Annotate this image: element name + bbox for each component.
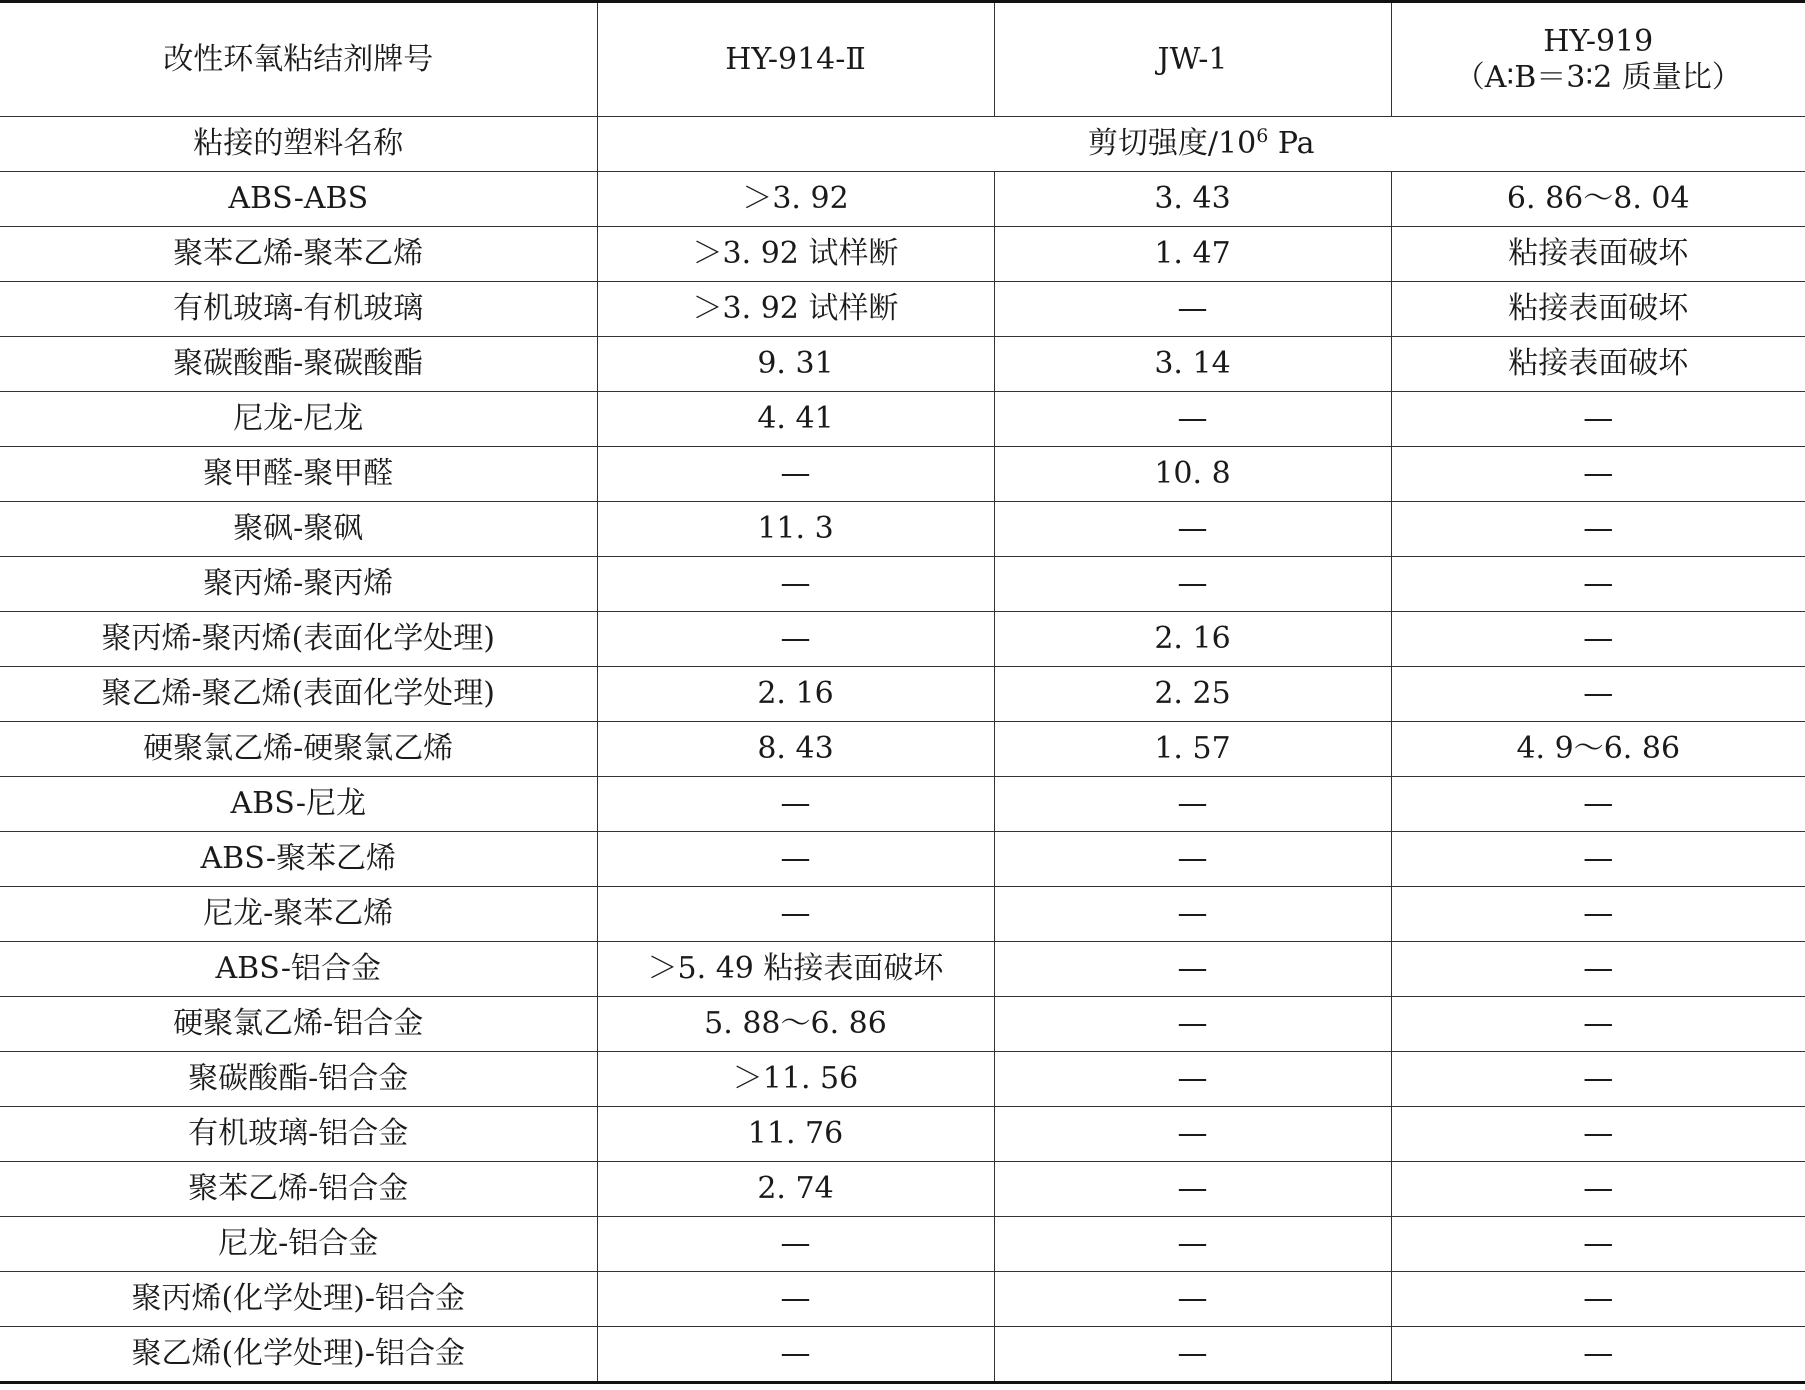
hy919-value-cell: — bbox=[1391, 1272, 1805, 1327]
hy914-value-cell: 9. 31 bbox=[597, 337, 994, 392]
jw1-value-cell: — bbox=[994, 1217, 1391, 1272]
jw1-value-cell: 1. 57 bbox=[994, 722, 1391, 777]
table-row bbox=[0, 447, 1805, 502]
jw1-value-cell: — bbox=[994, 1052, 1391, 1107]
table-row bbox=[0, 1217, 1805, 1272]
table-row bbox=[0, 942, 1805, 997]
hy919-value-cell: — bbox=[1391, 942, 1805, 997]
table-subheader-row bbox=[0, 117, 1805, 172]
hy914-value-cell: 5. 88～6. 86 bbox=[597, 997, 994, 1052]
hy919-value-cell: 粘接表面破坏 bbox=[1391, 337, 1805, 392]
table-row bbox=[0, 227, 1805, 282]
jw1-value-cell: — bbox=[994, 942, 1391, 997]
hy919-value-cell: — bbox=[1391, 1107, 1805, 1162]
hy919-value-cell: — bbox=[1391, 997, 1805, 1052]
table-row bbox=[0, 887, 1805, 942]
column-header-hy914-line1: HY-914-Ⅱ bbox=[725, 41, 866, 77]
hy914-value-cell: — bbox=[597, 832, 994, 887]
hy914-value-cell: 2. 16 bbox=[597, 667, 994, 722]
hy919-value-cell: 6. 86～8. 04 bbox=[1391, 172, 1805, 227]
hy919-value-cell: — bbox=[1391, 832, 1805, 887]
jw1-value-cell: 10. 8 bbox=[994, 447, 1391, 502]
table-row bbox=[0, 337, 1805, 392]
plastic-name-cell: ABS-聚苯乙烯 bbox=[0, 832, 597, 887]
hy919-value-cell: 粘接表面破坏 bbox=[1391, 282, 1805, 337]
hy919-value-cell: — bbox=[1391, 667, 1805, 722]
hy914-value-cell: — bbox=[597, 887, 994, 942]
hy914-value-cell: 2. 74 bbox=[597, 1162, 994, 1217]
jw1-value-cell: — bbox=[994, 282, 1391, 337]
unit-exponent: 6 bbox=[1256, 125, 1269, 147]
plastic-name-cell: 尼龙-尼龙 bbox=[0, 392, 597, 447]
table-row bbox=[0, 722, 1805, 777]
hy914-value-cell: — bbox=[597, 1327, 994, 1383]
table-row bbox=[0, 557, 1805, 612]
table-row bbox=[0, 1272, 1805, 1327]
hy914-value-cell: 4. 41 bbox=[597, 392, 994, 447]
plastic-name-cell: 聚碳酸酯-铝合金 bbox=[0, 1052, 597, 1107]
plastic-name-cell: 聚丙烯-聚丙烯 bbox=[0, 557, 597, 612]
plastic-name-cell: 聚丙烯-聚丙烯(表面化学处理) bbox=[0, 612, 597, 667]
table-row bbox=[0, 1327, 1805, 1383]
jw1-value-cell: — bbox=[994, 1107, 1391, 1162]
hy919-value-cell: 粘接表面破坏 bbox=[1391, 227, 1805, 282]
plastic-name-cell: 聚苯乙烯-聚苯乙烯 bbox=[0, 227, 597, 282]
jw1-value-cell: — bbox=[994, 887, 1391, 942]
jw1-value-cell: — bbox=[994, 1272, 1391, 1327]
hy919-value-cell: — bbox=[1391, 1327, 1805, 1383]
jw1-value-cell: — bbox=[994, 502, 1391, 557]
hy914-value-cell: ＞3. 92 bbox=[597, 172, 994, 227]
hy919-value-cell: — bbox=[1391, 1052, 1805, 1107]
jw1-value-cell: 2. 16 bbox=[994, 612, 1391, 667]
table-row bbox=[0, 832, 1805, 887]
jw1-value-cell: — bbox=[994, 557, 1391, 612]
table-row bbox=[0, 777, 1805, 832]
hy914-value-cell: — bbox=[597, 777, 994, 832]
jw1-value-cell: — bbox=[994, 1162, 1391, 1217]
hy914-value-cell: — bbox=[597, 557, 994, 612]
hy914-value-cell: ＞3. 92 试样断 bbox=[597, 282, 994, 337]
plastic-name-cell: 聚苯乙烯-铝合金 bbox=[0, 1162, 597, 1217]
table-row bbox=[0, 997, 1805, 1052]
table-row bbox=[0, 282, 1805, 337]
unit-suffix: Pa bbox=[1268, 126, 1315, 161]
shear-strength-unit-label bbox=[597, 117, 1805, 172]
column-header-hy919 bbox=[1391, 2, 1805, 117]
plastic-name-cell: 尼龙-聚苯乙烯 bbox=[0, 887, 597, 942]
hy919-value-cell: — bbox=[1391, 1162, 1805, 1217]
bonded-plastic-name-label: 粘接的塑料名称 bbox=[0, 117, 597, 172]
hy919-value-cell: — bbox=[1391, 392, 1805, 447]
hy919-value-cell: — bbox=[1391, 612, 1805, 667]
column-header-jw1-line1: JW-1 bbox=[1157, 41, 1228, 77]
hy914-value-cell: 11. 3 bbox=[597, 502, 994, 557]
hy919-value-cell: — bbox=[1391, 557, 1805, 612]
table-row bbox=[0, 172, 1805, 227]
hy914-value-cell: — bbox=[597, 447, 994, 502]
plastic-name-cell: 硬聚氯乙烯-硬聚氯乙烯 bbox=[0, 722, 597, 777]
plastic-name-cell: 聚甲醛-聚甲醛 bbox=[0, 447, 597, 502]
plastic-name-cell: ABS-ABS bbox=[0, 172, 597, 227]
table-row bbox=[0, 1052, 1805, 1107]
hy919-value-cell: — bbox=[1391, 887, 1805, 942]
column-header-hy919-line2: （A∶B＝3∶2 质量比） bbox=[1454, 59, 1742, 95]
plastic-name-cell: 聚丙烯(化学处理)-铝合金 bbox=[0, 1272, 597, 1327]
column-header-hy919-line1: HY-919 bbox=[1543, 23, 1654, 59]
plastic-name-cell: ABS-铝合金 bbox=[0, 942, 597, 997]
table-row bbox=[0, 667, 1805, 722]
plastic-name-cell: 硬聚氯乙烯-铝合金 bbox=[0, 997, 597, 1052]
hy914-value-cell: ＞11. 56 bbox=[597, 1052, 994, 1107]
hy914-value-cell: ＞3. 92 试样断 bbox=[597, 227, 994, 282]
jw1-value-cell: — bbox=[994, 392, 1391, 447]
plastic-name-cell: ABS-尼龙 bbox=[0, 777, 597, 832]
hy914-value-cell: — bbox=[597, 1217, 994, 1272]
adhesive-grade-label: 改性环氧粘结剂牌号 bbox=[0, 2, 597, 117]
column-header-hy914 bbox=[597, 2, 994, 117]
plastic-name-cell: 有机玻璃-铝合金 bbox=[0, 1107, 597, 1162]
jw1-value-cell: 3. 43 bbox=[994, 172, 1391, 227]
plastic-name-cell: 聚碳酸酯-聚碳酸酯 bbox=[0, 337, 597, 392]
table-row bbox=[0, 392, 1805, 447]
table-header-row bbox=[0, 2, 1805, 117]
hy914-value-cell: ＞5. 49 粘接表面破坏 bbox=[597, 942, 994, 997]
plastic-name-cell: 尼龙-铝合金 bbox=[0, 1217, 597, 1272]
hy914-value-cell: — bbox=[597, 612, 994, 667]
hy919-value-cell: 4. 9～6. 86 bbox=[1391, 722, 1805, 777]
hy919-value-cell: — bbox=[1391, 777, 1805, 832]
hy914-value-cell: 11. 76 bbox=[597, 1107, 994, 1162]
jw1-value-cell: — bbox=[994, 997, 1391, 1052]
table-row bbox=[0, 612, 1805, 667]
jw1-value-cell: 1. 47 bbox=[994, 227, 1391, 282]
plastic-name-cell: 聚砜-聚砜 bbox=[0, 502, 597, 557]
hy914-value-cell: — bbox=[597, 1272, 994, 1327]
hy919-value-cell: — bbox=[1391, 1217, 1805, 1272]
jw1-value-cell: — bbox=[994, 777, 1391, 832]
jw1-value-cell: — bbox=[994, 832, 1391, 887]
jw1-value-cell: — bbox=[994, 1327, 1391, 1383]
table-row bbox=[0, 502, 1805, 557]
column-header-jw1 bbox=[994, 2, 1391, 117]
unit-prefix: 剪切强度/10 bbox=[1087, 126, 1257, 161]
table-row bbox=[0, 1107, 1805, 1162]
jw1-value-cell: 2. 25 bbox=[994, 667, 1391, 722]
plastic-name-cell: 聚乙烯-聚乙烯(表面化学处理) bbox=[0, 667, 597, 722]
table-body bbox=[0, 172, 1805, 1383]
jw1-value-cell: 3. 14 bbox=[994, 337, 1391, 392]
plastic-name-cell: 聚乙烯(化学处理)-铝合金 bbox=[0, 1327, 597, 1383]
hy914-value-cell: 8. 43 bbox=[597, 722, 994, 777]
hy919-value-cell: — bbox=[1391, 502, 1805, 557]
table-row bbox=[0, 1162, 1805, 1217]
plastic-name-cell: 有机玻璃-有机玻璃 bbox=[0, 282, 597, 337]
hy919-value-cell: — bbox=[1391, 447, 1805, 502]
